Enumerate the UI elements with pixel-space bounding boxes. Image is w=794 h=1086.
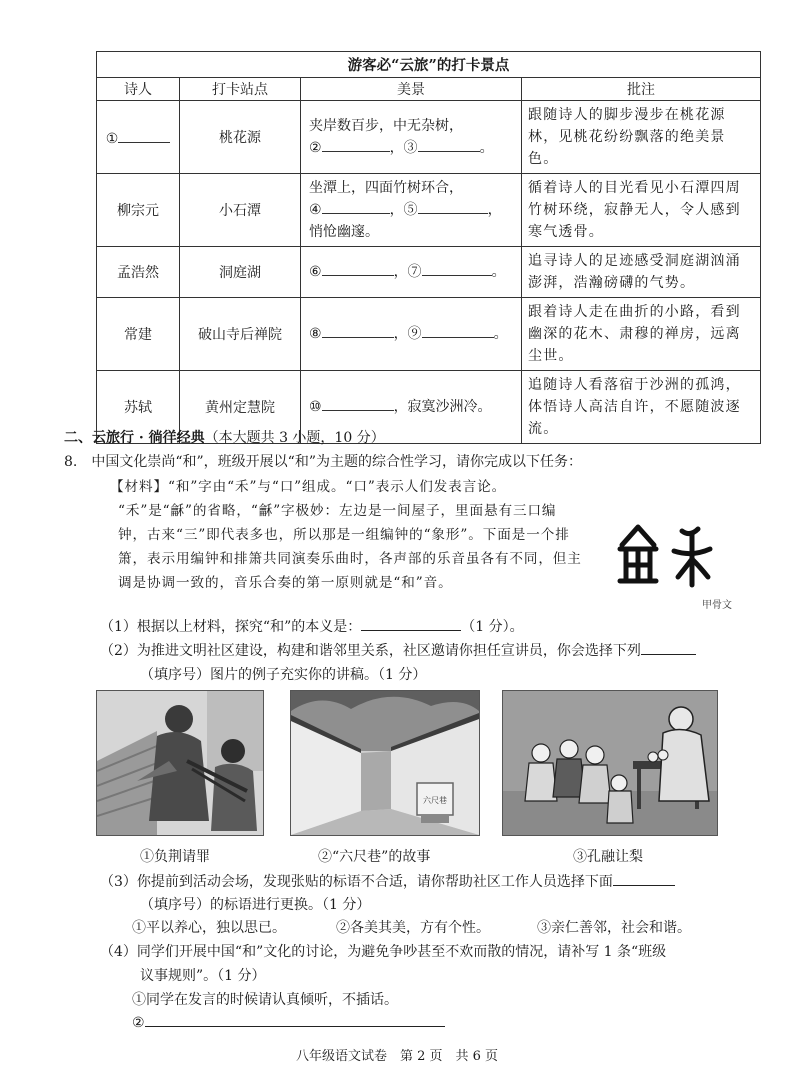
answer-blank-q1[interactable] — [361, 616, 461, 631]
answer-blank-8[interactable] — [322, 323, 394, 338]
answer-blank-1[interactable] — [118, 128, 170, 143]
note-cell: 追寻诗人的足迹感受洞庭湖汹涌澎湃，浩瀚磅礴的气势。 — [522, 247, 761, 298]
slogan-option-1: ①平以养心，独以思已。 — [132, 920, 286, 936]
answer-blank-2[interactable] — [322, 137, 390, 152]
material-line-1: 【材料】“和”字由“禾”与“口”组成。“口”表示人们发表言论。 — [110, 479, 507, 495]
poet-cell: 孟浩然 — [97, 247, 180, 298]
header-poet: 诗人 — [97, 78, 180, 101]
table-caption: 游客必“云旅”的打卡景点 — [97, 52, 761, 78]
oracle-bone-glyph-image — [612, 515, 732, 595]
question-8-stem: 8. 中国文化崇尚“和”，班级开展以“和”为主题的综合性学习，请你完成以下任务： — [64, 454, 582, 470]
svg-text:六尺巷: 六尺巷 — [423, 796, 447, 805]
poet-cell: 苏轼 — [97, 371, 180, 444]
answer-blank-q2[interactable] — [641, 640, 696, 655]
header-station: 打卡站点 — [180, 78, 301, 101]
question-8-2-cont: （填序号）图片的例子充实你的讲稿。（1 分） — [140, 667, 427, 683]
table-row — [97, 247, 761, 298]
question-8-3: （3）你提前到活动会场，发现张贴的标语不合适，请你帮助社区工作人员选择下面 — [100, 871, 675, 891]
slogan-option-2: ②各美其美，方有个性。 — [336, 920, 490, 936]
material-line-5: 调是协调一致的，音乐合奏的第一原则就是“和”音。 — [118, 575, 453, 591]
question-8-4: （4）同学们开展中国“和”文化的讨论，为避免争吵甚至不欢而散的情况，请补写 1 条“班级 — [100, 944, 667, 960]
header-scene: 美景 — [301, 78, 522, 101]
answer-blank-5[interactable] — [418, 199, 488, 214]
note-cell: 跟着诗人走在曲折的小路，看到幽深的花木、肃穆的禅房，远离尘世。 — [522, 298, 761, 371]
picture-caption-3: ③孔融让梨 — [573, 849, 643, 865]
question-8-2: （2）为推进文明社区建设，构建和谐邻里关系，社区邀请你担任宣讲员，你会选择下列 — [100, 640, 696, 660]
station-cell: 破山寺后禅院 — [180, 298, 301, 371]
answer-blank-3[interactable] — [418, 137, 480, 152]
material-line-2: “禾”是“龢”的省略，“龢”字极妙：左边是一间屋子，里面悬有三口编 — [118, 503, 557, 519]
answer-blank-4[interactable] — [322, 199, 390, 214]
page-footer: 八年级语文试卷 第 2 页 共 6 页 — [295, 1049, 499, 1064]
station-cell: 洞庭湖 — [180, 247, 301, 298]
station-cell: 黄州定慧院 — [180, 371, 301, 444]
note-cell: 跟随诗人的脚步漫步在桃花源林，见桃花纷纷飘落的绝美景色。 — [522, 101, 761, 174]
answer-blank-7[interactable] — [422, 261, 492, 276]
picture-kong-rong-rang-li[interactable] — [502, 690, 718, 836]
slogan-option-3: ③亲仁善邻，社会和谐。 — [537, 920, 691, 936]
picture-caption-1: ①负荆请罪 — [140, 849, 210, 865]
answer-blank-6[interactable] — [322, 261, 394, 276]
scene-cell: 坐潭上，四面竹树环合， ④ ，⑤ ， 悄怆幽邃。 — [301, 174, 522, 247]
poet-cell: ① — [97, 101, 180, 174]
question-8-1: （1）根据以上材料，探究“和”的本义是： （1 分）。 — [100, 616, 524, 636]
answer-blank-q4[interactable] — [145, 1012, 445, 1027]
picture-fu-jing-qing-zui[interactable] — [96, 690, 264, 836]
rule-1: ①同学在发言的时候请认真倾听，不插话。 — [132, 992, 398, 1008]
table-header-row — [97, 78, 761, 101]
table-row — [97, 298, 761, 371]
rule-2: ② — [132, 1012, 445, 1031]
answer-blank-q3[interactable] — [613, 871, 675, 886]
scene-cell: ⑧ ，⑨ 。 — [301, 298, 522, 371]
answer-blank-9[interactable] — [422, 323, 494, 338]
picture-caption-2: ②“六尺巷”的故事 — [318, 849, 431, 865]
glyph-caption: 甲骨文 — [702, 600, 732, 611]
section-title: 二、云旅行 · 徜徉经典（本大题共 3 小题，10 分） — [64, 430, 385, 446]
question-8-4-cont: 议事规则”。（1 分） — [140, 968, 266, 984]
picture-liu-chi-xiang[interactable] — [290, 690, 480, 836]
material-line-3: 钟，古来“三”即代表多也，所以那是一组编钟的“象形”。下面是一个排 — [118, 527, 570, 543]
station-cell: 小石潭 — [180, 174, 301, 247]
scene-cell: ⑥ ，⑦ 。 — [301, 247, 522, 298]
header-note: 批注 — [522, 78, 761, 101]
answer-blank-10[interactable] — [322, 396, 394, 411]
scenic-spots-table — [96, 51, 761, 444]
station-cell: 桃花源 — [180, 101, 301, 174]
scene-cell: ⑩ ，寂寞沙洲冷。 — [301, 371, 522, 444]
scene-cell: 夹岸数百步，中无杂树， ② ，③ 。 — [301, 101, 522, 174]
note-cell: 追随诗人看落宿于沙洲的孤鸿，体悟诗人高洁自许，不愿随波逐流。 — [522, 371, 761, 444]
table-row — [97, 101, 761, 174]
poet-cell: 柳宗元 — [97, 174, 180, 247]
note-cell: 循着诗人的目光看见小石潭四周竹树环绕，寂静无人，令人感到寒气透骨。 — [522, 174, 761, 247]
material-line-4: 箫，表示用编钟和排箫共同演奏乐曲时，各声部的乐音虽各有不同，但主 — [118, 551, 582, 567]
poet-cell: 常建 — [97, 298, 180, 371]
question-8-3-cont: （填序号）的标语进行更换。（1 分） — [140, 897, 371, 913]
table-row — [97, 174, 761, 247]
